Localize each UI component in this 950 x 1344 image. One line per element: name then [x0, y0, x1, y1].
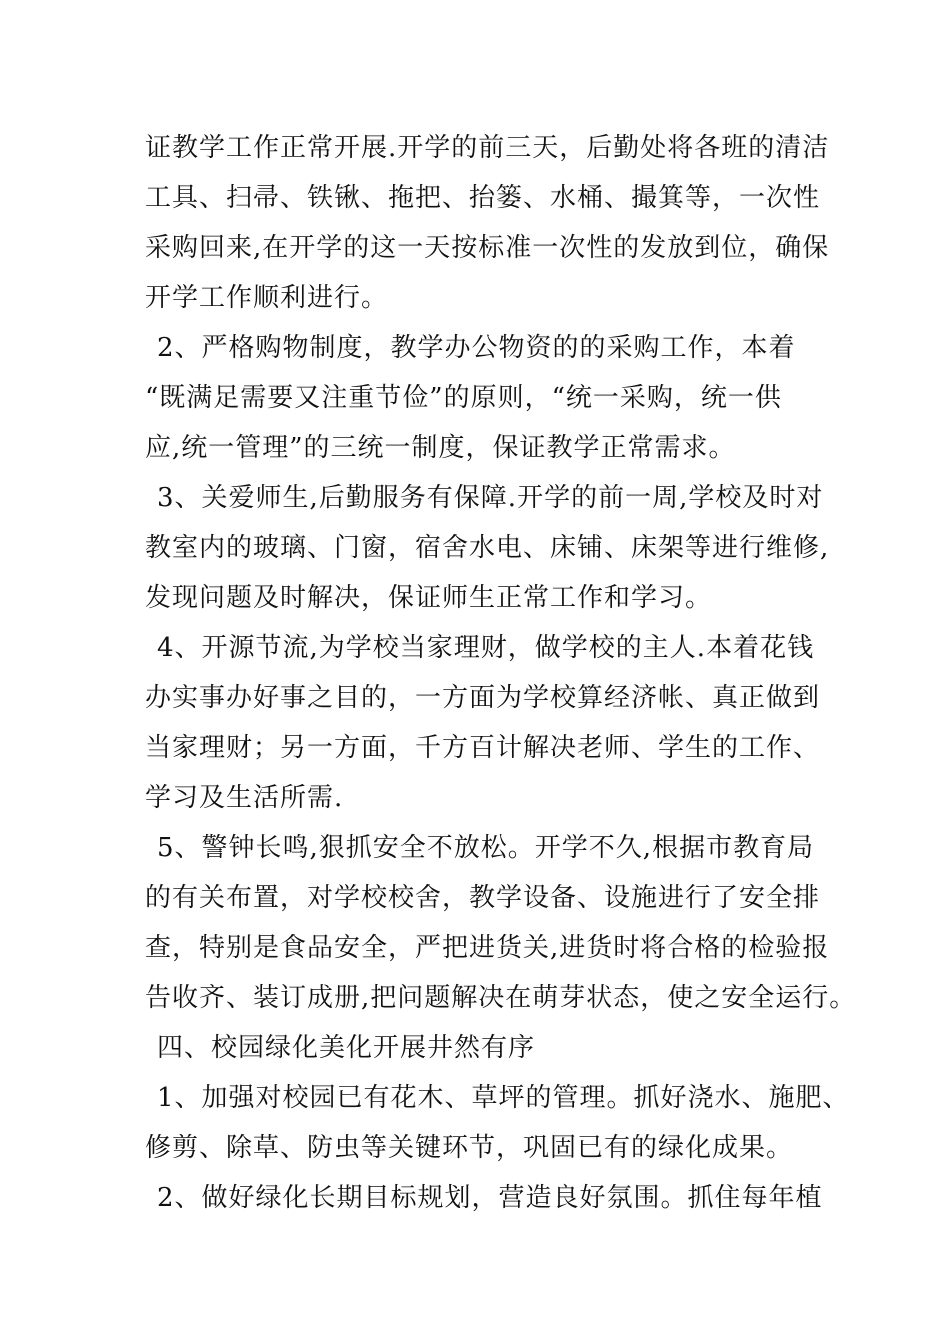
text-line: 告收齐、装订成册,把问题解决在萌芽状态，使之安全运行。 — [145, 983, 857, 1013]
section-heading: 四、校园绿化美化开展井然有序 — [157, 1033, 536, 1063]
text-line: 办实事办好事之目的，一方面为学校算经济帐、真正做到 — [145, 683, 821, 713]
text-line: 学习及生活所需. — [145, 783, 344, 813]
text-line: 教室内的玻璃、门窗，宿舍水电、床铺、床架等进行维修, — [145, 533, 830, 563]
text-line: 3、关爱师生,后勤服务有保障.开学的前一周,学校及时对 — [157, 483, 824, 513]
text-line: 1、加强对校园已有花木、草坪的管理。抓好浇水、施肥、 — [157, 1083, 850, 1113]
text-line: 4、开源节流,为学校当家理财，做学校的主人.本着花钱 — [157, 633, 815, 663]
text-line: 采购回来,在开学的这一天按标准一次性的发放到位，确保 — [145, 233, 830, 263]
text-line: 2、严格购物制度，教学办公物资的的采购工作，本着 — [157, 333, 796, 363]
text-line: 证教学工作正常开展.开学的前三天，后勤处将各班的清洁 — [145, 133, 830, 163]
text-line: “既满足需要又注重节俭”的原则，“统一采购，统一供 — [145, 383, 782, 413]
text-line: 开学工作顺利进行。 — [145, 283, 389, 313]
text-line: 查，特别是食品安全，严把进货关,进货时将合格的检验报 — [145, 933, 830, 963]
text-line: 应,统一管理”的三统一制度，保证教学正常需求。 — [145, 433, 736, 463]
text-line: 当家理财；另一方面，千方百计解决老师、学生的工作、 — [145, 733, 821, 763]
text-line: 5、警钟长鸣,狠抓安全不放松。开学不久,根据市教育局 — [157, 833, 815, 863]
text-line: 修剪、除草、防虫等关键环节，巩固已有的绿化成果。 — [145, 1133, 794, 1163]
text-line: 2、做好绿化长期目标规划，营造良好氛围。抓住每年植 — [157, 1183, 823, 1213]
text-line: 的有关布置，对学校校舍，教学设备、设施进行了安全排 — [145, 883, 821, 913]
text-line: 发现问题及时解决，保证师生正常工作和学习。 — [145, 583, 713, 613]
text-line: 工具、扫帚、铁锹、拖把、抬篓、水桶、撮箕等，一次性 — [145, 183, 821, 213]
